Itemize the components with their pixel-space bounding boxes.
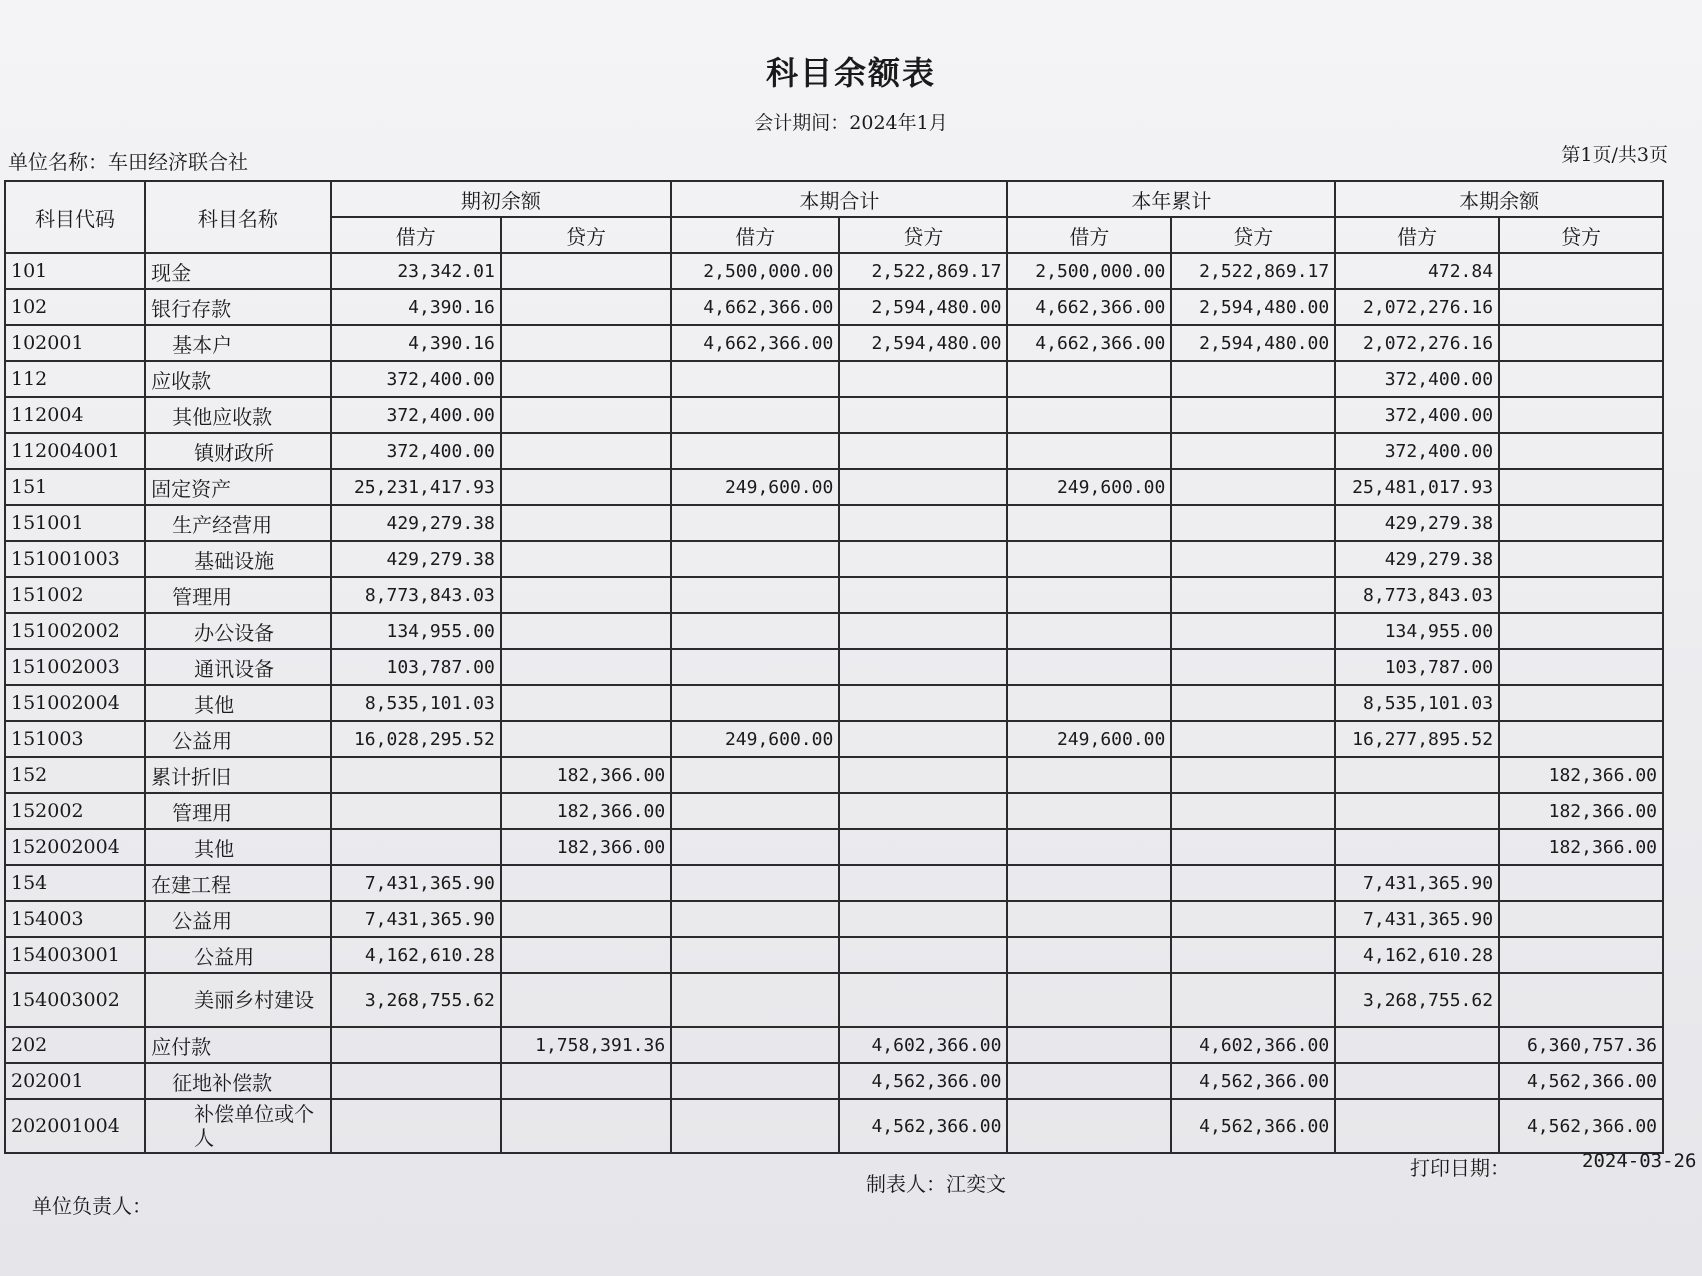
unit-head: 单位负责人： [32,1194,152,1218]
ytd-credit: 4,562,366.00 [1171,1063,1335,1099]
opening-credit [501,325,671,361]
ytd-credit: 2,594,480.00 [1171,325,1335,361]
table-row [5,721,1663,757]
closing-credit: 182,366.00 [1499,829,1663,865]
period-credit [839,577,1007,613]
table-row [5,505,1663,541]
closing-debit: 16,277,895.52 [1335,721,1499,757]
period-credit [839,397,1007,433]
ytd-credit [1171,433,1335,469]
ytd-credit [1171,721,1335,757]
ytd-debit [1007,613,1171,649]
account-code: 151002 [5,577,145,613]
table-row [5,541,1663,577]
closing-debit: 8,535,101.03 [1335,685,1499,721]
header-group-closing: 本期余额 [1335,181,1663,217]
account-code: 154003 [5,901,145,937]
account-name: 固定资产 [145,469,330,505]
closing-debit [1335,1063,1499,1099]
opening-debit: 429,279.38 [331,505,501,541]
closing-debit [1335,829,1499,865]
ytd-debit: 249,600.00 [1007,469,1171,505]
closing-debit: 2,072,276.16 [1335,325,1499,361]
ytd-debit [1007,361,1171,397]
closing-credit: 4,562,366.00 [1499,1099,1663,1153]
closing-debit: 2,072,276.16 [1335,289,1499,325]
opening-debit [331,1027,501,1063]
period-credit [839,973,1007,1027]
header-group-period-total: 本期合计 [671,181,1007,217]
period-debit [671,685,839,721]
opening-credit [501,541,671,577]
period-credit: 4,562,366.00 [839,1063,1007,1099]
opening-credit [501,289,671,325]
closing-debit: 3,268,755.62 [1335,973,1499,1027]
account-code: 112004 [5,397,145,433]
period-credit [839,721,1007,757]
period-debit: 4,662,366.00 [671,289,839,325]
table-row [5,1099,1663,1153]
closing-debit: 8,773,843.03 [1335,577,1499,613]
ytd-debit [1007,1099,1171,1153]
account-name: 公益用 [145,901,330,937]
account-name: 公益用 [145,721,330,757]
closing-credit: 4,562,366.00 [1499,1063,1663,1099]
period-debit: 249,600.00 [671,469,839,505]
ytd-debit [1007,829,1171,865]
account-name: 其他 [145,685,330,721]
table-row [5,649,1663,685]
ytd-debit [1007,1027,1171,1063]
ytd-credit [1171,505,1335,541]
closing-credit [1499,361,1663,397]
ytd-credit [1171,973,1335,1027]
closing-debit: 472.84 [1335,253,1499,289]
print-date: 2024-03-26 [1582,1150,1697,1172]
closing-credit [1499,577,1663,613]
header-code: 科目代码 [5,181,145,253]
account-name: 办公设备 [145,613,330,649]
unit-name: 单位名称：车田经济联合社 [8,150,248,174]
period-debit [671,397,839,433]
ytd-debit [1007,793,1171,829]
closing-debit: 372,400.00 [1335,397,1499,433]
account-name: 在建工程 [145,865,330,901]
closing-credit [1499,325,1663,361]
period-credit [839,613,1007,649]
table-row [5,361,1663,397]
account-code: 151002004 [5,685,145,721]
account-code: 101 [5,253,145,289]
opening-debit: 3,268,755.62 [331,973,501,1027]
closing-debit: 429,279.38 [1335,505,1499,541]
opening-debit: 23,342.01 [331,253,501,289]
closing-credit [1499,937,1663,973]
account-code: 152002 [5,793,145,829]
closing-debit [1335,757,1499,793]
ytd-debit [1007,901,1171,937]
opening-credit [501,685,671,721]
account-code: 102001 [5,325,145,361]
table-row [5,757,1663,793]
opening-debit: 134,955.00 [331,613,501,649]
opening-credit [501,901,671,937]
ytd-credit [1171,865,1335,901]
period-credit [839,505,1007,541]
opening-credit [501,721,671,757]
period-debit [671,973,839,1027]
period-credit: 2,594,480.00 [839,289,1007,325]
opening-credit [501,253,671,289]
opening-debit: 7,431,365.90 [331,865,501,901]
ytd-debit [1007,505,1171,541]
opening-credit [501,1063,671,1099]
account-name: 通讯设备 [145,649,330,685]
account-code: 151003 [5,721,145,757]
account-name: 生产经营用 [145,505,330,541]
account-name: 累计折旧 [145,757,330,793]
period-credit: 2,594,480.00 [839,325,1007,361]
table-row [5,325,1663,361]
account-code: 112 [5,361,145,397]
opening-credit [501,505,671,541]
period-debit: 4,662,366.00 [671,325,839,361]
opening-debit: 429,279.38 [331,541,501,577]
account-code: 152 [5,757,145,793]
ytd-debit: 2,500,000.00 [1007,253,1171,289]
ytd-debit [1007,757,1171,793]
opening-credit: 182,366.00 [501,793,671,829]
account-code: 102 [5,289,145,325]
closing-debit [1335,1027,1499,1063]
closing-debit: 372,400.00 [1335,433,1499,469]
account-code: 202001004 [5,1099,145,1153]
account-name: 应收款 [145,361,330,397]
period-debit: 249,600.00 [671,721,839,757]
table-row [5,289,1663,325]
account-name: 管理用 [145,577,330,613]
closing-credit [1499,469,1663,505]
account-name: 补偿单位或个人 [145,1099,330,1153]
opening-credit [501,433,671,469]
account-code: 112004001 [5,433,145,469]
header-debit: 借方 [331,217,501,253]
account-code: 151002002 [5,613,145,649]
page-info: 第1页/共3页 [1561,144,1668,166]
period-debit [671,541,839,577]
table-row [5,397,1663,433]
closing-debit: 134,955.00 [1335,613,1499,649]
table-row [5,685,1663,721]
header-credit: 贷方 [1171,217,1335,253]
ytd-debit [1007,397,1171,433]
period-debit [671,1027,839,1063]
opening-credit: 1,758,391.36 [501,1027,671,1063]
table-row [5,1063,1663,1099]
opening-credit [501,1099,671,1153]
table-row [5,793,1663,829]
opening-credit [501,469,671,505]
closing-credit [1499,649,1663,685]
account-code: 202001 [5,1063,145,1099]
period-credit: 2,522,869.17 [839,253,1007,289]
table-row [5,433,1663,469]
maker: 制表人：江奕文 [866,1172,1006,1196]
period-credit: 4,562,366.00 [839,1099,1007,1153]
ytd-credit [1171,901,1335,937]
ytd-credit: 4,562,366.00 [1171,1099,1335,1153]
period-debit [671,577,839,613]
period-credit: 4,602,366.00 [839,1027,1007,1063]
table-row [5,829,1663,865]
header-credit: 贷方 [1499,217,1663,253]
ytd-credit [1171,829,1335,865]
ytd-credit [1171,541,1335,577]
header-credit: 贷方 [501,217,671,253]
opening-debit [331,1099,501,1153]
account-code: 154003001 [5,937,145,973]
closing-debit: 429,279.38 [1335,541,1499,577]
account-code: 154 [5,865,145,901]
opening-debit: 372,400.00 [331,433,501,469]
header-debit: 借方 [671,217,839,253]
account-name: 基础设施 [145,541,330,577]
closing-debit: 4,162,610.28 [1335,937,1499,973]
period-credit [839,865,1007,901]
period-credit [839,649,1007,685]
ytd-credit [1171,469,1335,505]
ytd-credit: 2,522,869.17 [1171,253,1335,289]
ytd-credit [1171,577,1335,613]
ytd-credit: 4,602,366.00 [1171,1027,1335,1063]
opening-debit: 4,162,610.28 [331,937,501,973]
ytd-debit [1007,865,1171,901]
opening-debit: 4,390.16 [331,289,501,325]
opening-debit [331,829,501,865]
opening-debit: 8,535,101.03 [331,685,501,721]
closing-credit [1499,613,1663,649]
opening-credit [501,649,671,685]
header-name: 科目名称 [145,181,330,253]
ytd-debit [1007,433,1171,469]
print-date-label: 打印日期： [1410,1156,1510,1180]
period-debit [671,865,839,901]
opening-debit: 4,390.16 [331,325,501,361]
table-row [5,973,1663,1027]
period-credit [839,937,1007,973]
opening-credit [501,613,671,649]
opening-credit [501,973,671,1027]
closing-credit [1499,901,1663,937]
opening-credit [501,577,671,613]
opening-debit: 372,400.00 [331,397,501,433]
table-row [5,901,1663,937]
closing-credit [1499,865,1663,901]
opening-credit: 182,366.00 [501,757,671,793]
period-debit [671,613,839,649]
closing-credit [1499,685,1663,721]
document-title: 科目余额表 [765,54,936,92]
period-debit [671,505,839,541]
account-name: 银行存款 [145,289,330,325]
closing-debit: 7,431,365.90 [1335,901,1499,937]
closing-credit: 182,366.00 [1499,757,1663,793]
ytd-debit: 4,662,366.00 [1007,325,1171,361]
ytd-credit [1171,685,1335,721]
account-name: 美丽乡村建设 [145,973,330,1027]
ytd-debit: 249,600.00 [1007,721,1171,757]
account-code: 151001003 [5,541,145,577]
ytd-credit [1171,397,1335,433]
period-credit [839,469,1007,505]
table-row [5,469,1663,505]
account-code: 151002003 [5,649,145,685]
closing-credit [1499,721,1663,757]
account-code: 151001 [5,505,145,541]
period-debit [671,901,839,937]
period-credit [839,685,1007,721]
ytd-debit [1007,1063,1171,1099]
ytd-credit [1171,361,1335,397]
table-row [5,937,1663,973]
account-code: 202 [5,1027,145,1063]
period-debit: 2,500,000.00 [671,253,839,289]
account-name: 镇财政所 [145,433,330,469]
ytd-debit [1007,541,1171,577]
ytd-credit [1171,793,1335,829]
period-debit [671,793,839,829]
opening-credit [501,865,671,901]
closing-credit [1499,541,1663,577]
opening-debit [331,757,501,793]
opening-debit [331,1063,501,1099]
table-row [5,577,1663,613]
opening-credit: 182,366.00 [501,829,671,865]
ytd-debit [1007,973,1171,1027]
period-credit [839,757,1007,793]
table-row [5,1027,1663,1063]
table-body [5,253,1663,1153]
opening-credit [501,361,671,397]
closing-debit [1335,793,1499,829]
header-debit: 借方 [1335,217,1499,253]
closing-credit [1499,973,1663,1027]
opening-debit: 7,431,365.90 [331,901,501,937]
period-credit [839,901,1007,937]
opening-debit: 8,773,843.03 [331,577,501,613]
period-credit [839,433,1007,469]
ytd-debit [1007,685,1171,721]
closing-debit: 372,400.00 [1335,361,1499,397]
period-credit [839,829,1007,865]
period-debit [671,361,839,397]
header-group-ytd: 本年累计 [1007,181,1335,217]
closing-credit [1499,505,1663,541]
period-debit [671,649,839,685]
period-debit [671,1099,839,1153]
account-name: 现金 [145,253,330,289]
closing-credit [1499,433,1663,469]
closing-credit [1499,253,1663,289]
period-credit [839,793,1007,829]
account-code: 151 [5,469,145,505]
period-debit [671,1063,839,1099]
period-credit [839,541,1007,577]
closing-debit: 25,481,017.93 [1335,469,1499,505]
opening-credit [501,937,671,973]
ytd-credit [1171,757,1335,793]
header-debit: 借方 [1007,217,1171,253]
table-row [5,865,1663,901]
account-code: 152002004 [5,829,145,865]
accounting-period: 会计期间：2024年1月 [754,112,948,134]
balance-table [4,180,1664,1154]
account-name: 其他 [145,829,330,865]
table-row [5,613,1663,649]
ytd-debit [1007,577,1171,613]
closing-debit [1335,1099,1499,1153]
period-debit [671,937,839,973]
opening-debit: 103,787.00 [331,649,501,685]
period-debit [671,829,839,865]
ytd-credit [1171,649,1335,685]
ytd-credit [1171,613,1335,649]
account-name: 公益用 [145,937,330,973]
ytd-debit: 4,662,366.00 [1007,289,1171,325]
opening-credit [501,397,671,433]
closing-debit: 7,431,365.90 [1335,865,1499,901]
closing-credit: 6,360,757.36 [1499,1027,1663,1063]
account-name: 基本户 [145,325,330,361]
account-name: 管理用 [145,793,330,829]
header-group-opening: 期初余额 [331,181,672,217]
ytd-credit: 2,594,480.00 [1171,289,1335,325]
period-debit [671,433,839,469]
ytd-credit [1171,937,1335,973]
closing-debit: 103,787.00 [1335,649,1499,685]
account-name: 其他应收款 [145,397,330,433]
opening-debit: 25,231,417.93 [331,469,501,505]
period-credit [839,361,1007,397]
closing-credit: 182,366.00 [1499,793,1663,829]
opening-debit: 372,400.00 [331,361,501,397]
closing-credit [1499,289,1663,325]
period-debit [671,757,839,793]
account-name: 应付款 [145,1027,330,1063]
opening-debit: 16,028,295.52 [331,721,501,757]
account-code: 154003002 [5,973,145,1027]
table-row [5,253,1663,289]
closing-credit [1499,397,1663,433]
header-credit: 贷方 [839,217,1007,253]
ytd-debit [1007,937,1171,973]
ytd-debit [1007,649,1171,685]
opening-debit [331,793,501,829]
account-name: 征地补偿款 [145,1063,330,1099]
